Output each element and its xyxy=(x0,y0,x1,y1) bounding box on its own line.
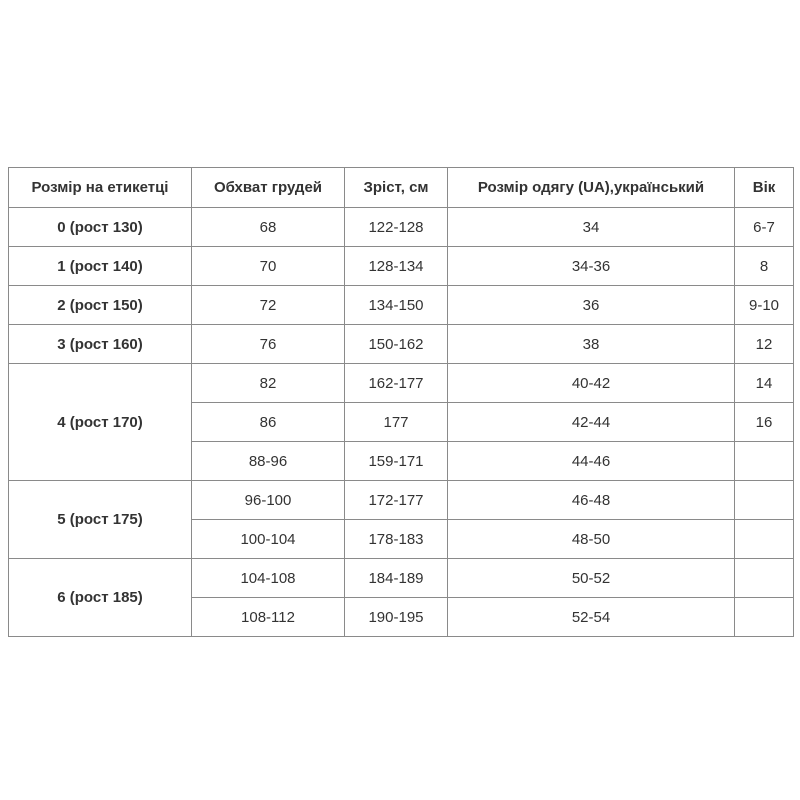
height-cell: 190-195 xyxy=(345,598,448,637)
height-cell: 184-189 xyxy=(345,559,448,598)
chest-cell: 88-96 xyxy=(192,442,345,481)
size-chart-table xyxy=(8,167,794,637)
chest-cell: 104-108 xyxy=(192,559,345,598)
height-cell: 159-171 xyxy=(345,442,448,481)
chest-cell: 96-100 xyxy=(192,481,345,520)
age-cell xyxy=(735,442,794,481)
height-cell: 134-150 xyxy=(345,286,448,325)
header-height: Зріст, см xyxy=(345,168,448,208)
chest-cell: 70 xyxy=(192,247,345,286)
ua-size-cell: 50-52 xyxy=(448,559,735,598)
size-label-cell: 3 (рост 160) xyxy=(9,325,192,364)
age-cell xyxy=(735,559,794,598)
ua-size-cell: 38 xyxy=(448,325,735,364)
header-age: Вік xyxy=(735,168,794,208)
ua-size-cell: 52-54 xyxy=(448,598,735,637)
height-cell: 162-177 xyxy=(345,364,448,403)
ua-size-cell: 40-42 xyxy=(448,364,735,403)
table-row xyxy=(9,364,794,403)
table-header-row xyxy=(9,168,794,208)
ua-size-cell: 34-36 xyxy=(448,247,735,286)
ua-size-cell: 46-48 xyxy=(448,481,735,520)
ua-size-cell: 44-46 xyxy=(448,442,735,481)
header-chest: Обхват грудей xyxy=(192,168,345,208)
height-cell: 177 xyxy=(345,403,448,442)
age-cell: 16 xyxy=(735,403,794,442)
chest-cell: 82 xyxy=(192,364,345,403)
chest-cell: 76 xyxy=(192,325,345,364)
age-cell: 8 xyxy=(735,247,794,286)
size-label-cell: 1 (рост 140) xyxy=(9,247,192,286)
ua-size-cell: 34 xyxy=(448,208,735,247)
chest-cell: 100-104 xyxy=(192,520,345,559)
ua-size-cell: 42-44 xyxy=(448,403,735,442)
table-row xyxy=(9,208,794,247)
table-row xyxy=(9,481,794,520)
height-cell: 150-162 xyxy=(345,325,448,364)
size-label-cell: 5 (рост 175) xyxy=(9,481,192,559)
header-ua-size: Розмір одягу (UA),український xyxy=(448,168,735,208)
chest-cell: 72 xyxy=(192,286,345,325)
age-cell: 12 xyxy=(735,325,794,364)
size-label-cell: 4 (рост 170) xyxy=(9,364,192,481)
size-label-cell: 6 (рост 185) xyxy=(9,559,192,637)
table-row xyxy=(9,247,794,286)
age-cell xyxy=(735,481,794,520)
height-cell: 122-128 xyxy=(345,208,448,247)
size-label-cell: 0 (рост 130) xyxy=(9,208,192,247)
ua-size-cell: 36 xyxy=(448,286,735,325)
age-cell: 9-10 xyxy=(735,286,794,325)
height-cell: 128-134 xyxy=(345,247,448,286)
table-row xyxy=(9,559,794,598)
table-row xyxy=(9,325,794,364)
header-label-size: Розмір на етикетці xyxy=(9,168,192,208)
chest-cell: 108-112 xyxy=(192,598,345,637)
height-cell: 172-177 xyxy=(345,481,448,520)
chest-cell: 86 xyxy=(192,403,345,442)
height-cell: 178-183 xyxy=(345,520,448,559)
size-label-cell: 2 (рост 150) xyxy=(9,286,192,325)
age-cell: 6-7 xyxy=(735,208,794,247)
age-cell: 14 xyxy=(735,364,794,403)
chest-cell: 68 xyxy=(192,208,345,247)
age-cell xyxy=(735,598,794,637)
ua-size-cell: 48-50 xyxy=(448,520,735,559)
table-row xyxy=(9,286,794,325)
age-cell xyxy=(735,520,794,559)
